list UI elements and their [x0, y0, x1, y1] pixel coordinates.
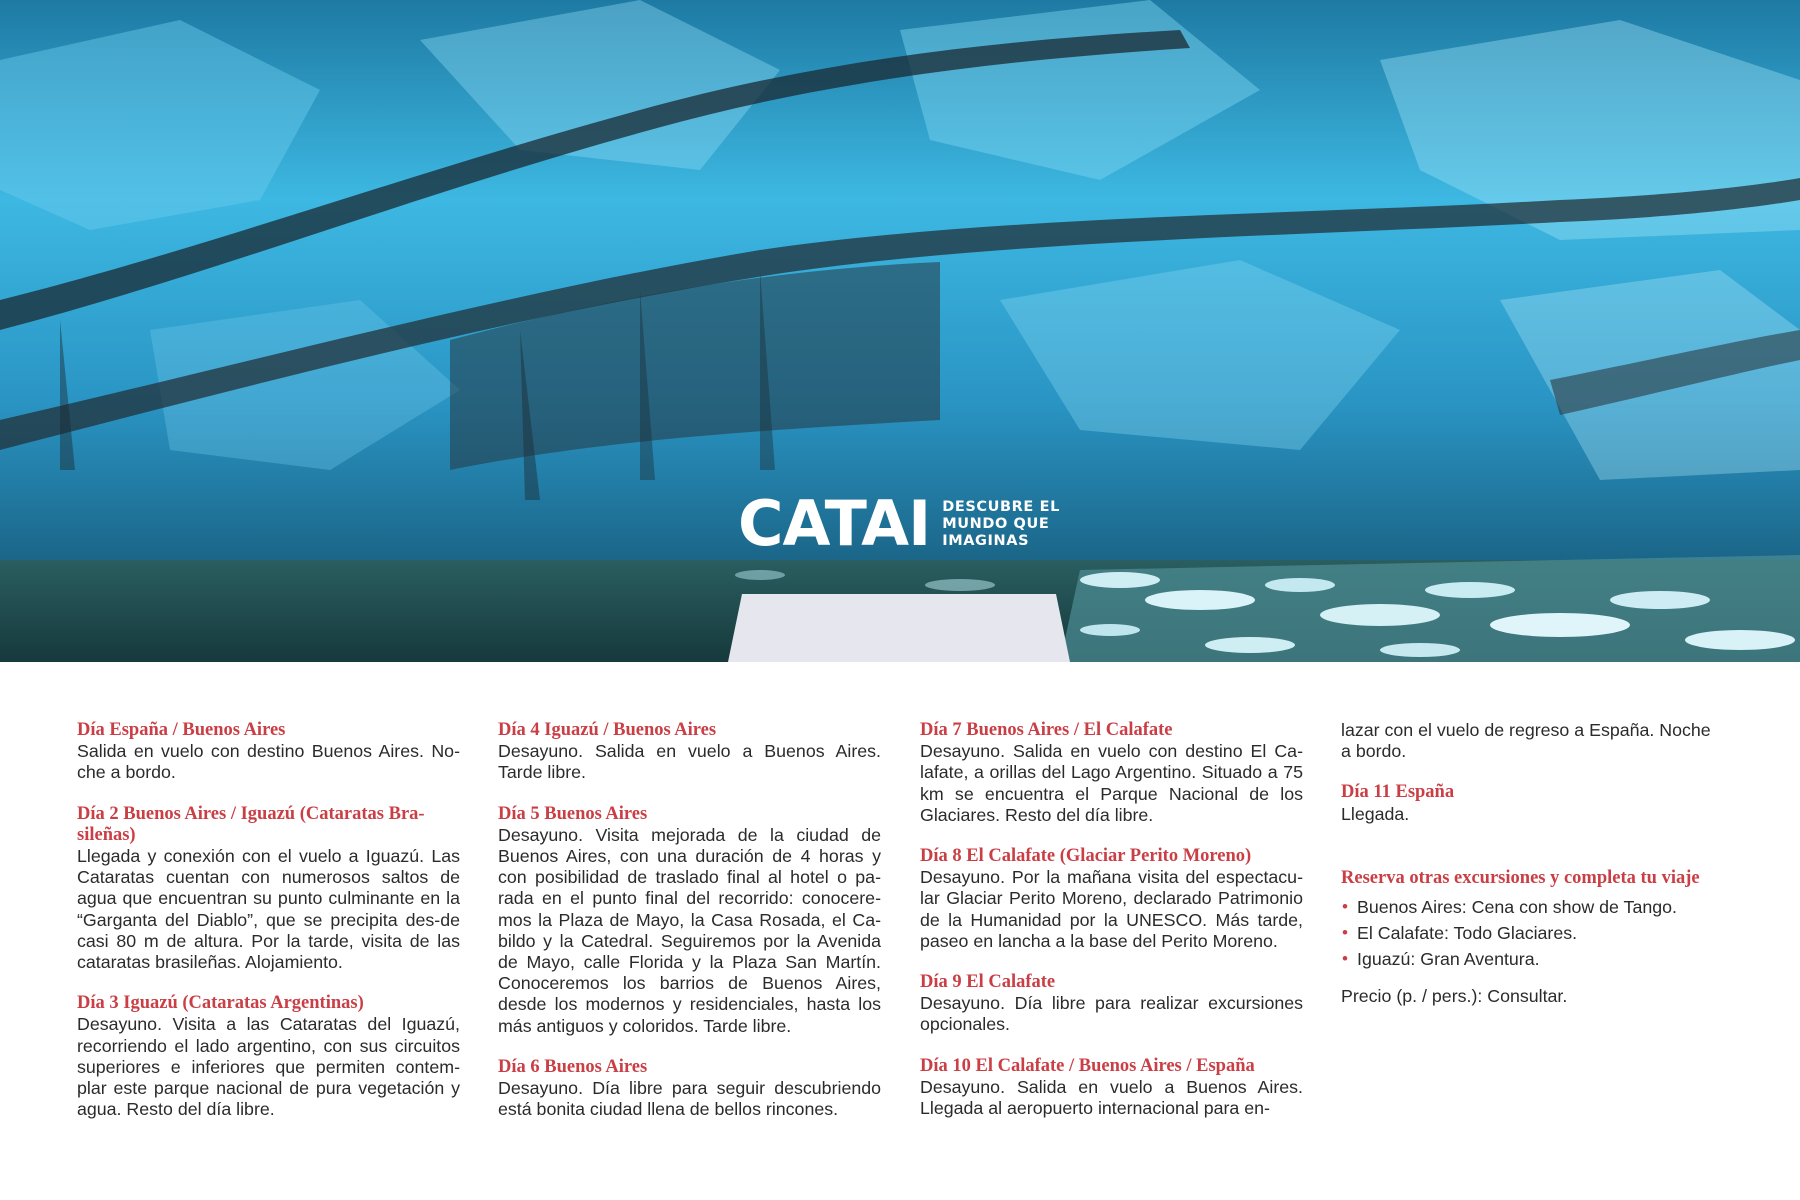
bullet-icon: • — [1342, 923, 1348, 943]
day-title: Día España / Buenos Aires — [77, 720, 286, 740]
day-description: Llegada. — [1341, 803, 1410, 824]
extra-label: El Calafate: Todo Glaciares. — [1357, 923, 1578, 944]
day-description: Desayuno. Día libre para realizar excursiones opcionales. — [920, 993, 1303, 1035]
day-description: lazar con el vuelo de regreso a España. Noche a bordo. — [1341, 720, 1711, 762]
day-description: Desayuno. Salida en vuelo con destino El Ca-lafate, a orillas del Lago Argentino. Situado a 75 km se encuentra el Parque Nacional de los Glaciares. Resto del día libre. — [920, 741, 1303, 825]
logo-tagline — [942, 499, 1062, 550]
day-entry — [77, 993, 460, 1120]
day-title: Día 4 Iguazú / Buenos Aires — [498, 720, 717, 740]
day-title: Día 9 El Calafate — [920, 972, 1056, 993]
day-title: Día 11 España — [1341, 782, 1455, 803]
day-description: Desayuno. Salida en vuelo a Buenos Aires. Llegada al aeropuerto internacional para en- — [920, 1076, 1303, 1119]
itinerary-column-3 — [920, 720, 1303, 1139]
itinerary-column-4 — [1341, 720, 1724, 1007]
day-title: Día 7 Buenos Aires / El Calafate — [920, 720, 1173, 740]
list-item — [1341, 920, 1724, 946]
itinerary-column-2 — [498, 720, 881, 1140]
day-description: Desayuno. Visita a las Cataratas del Iguazú, recorriendo el lado argentino, con sus circuitos superiores e inferiores que permiten contem-plar este parque nacional de pura vegetación y agua. Resto del día libre. — [77, 1014, 460, 1120]
extras-heading: Reserva otras excursiones y completa tu viaje — [1341, 867, 1700, 888]
tagline-line-3: IMAGINAS — [942, 532, 1030, 549]
extra-label: Buenos Aires: Cena con show de Tango. — [1357, 897, 1677, 918]
tagline-line-2: MUNDO QUE — [942, 515, 1050, 532]
day-entry — [77, 804, 460, 974]
tagline-line-1: DESCUBRE EL — [942, 498, 1060, 515]
day-title: Día 2 Buenos Aires / Iguazú (Cataratas Bra-sileñas) — [77, 803, 425, 845]
day-title: Día 10 El Calafate / Buenos Aires / España — [920, 1055, 1255, 1076]
day-title: Día 6 Buenos Aires — [498, 1056, 648, 1077]
bullet-icon: • — [1342, 897, 1348, 917]
list-item — [1341, 894, 1724, 920]
extras-list — [1341, 894, 1724, 972]
day-entry — [920, 846, 1303, 952]
extra-label: Iguazú: Gran Aventura. — [1357, 949, 1540, 970]
day-description: Llegada y conexión con el vuelo a Iguazú. Las Cataratas cuentan con numerosos saltos de agua que encuentran su punto culminante en la “Garganta del Diablo”, que se precipita des-de casi 80 m de altura. Por la tarde, visita de las cataratas brasileñas. Alojamiento. — [77, 846, 460, 973]
day-description: Desayuno. Día libre para seguir descubriendo está bonita ciudad llena de bellos rincones. — [498, 1078, 881, 1120]
day-entry — [498, 1057, 881, 1121]
catai-logo — [738, 487, 1062, 560]
price-info: Precio (p. / pers.): Consultar. — [1341, 986, 1568, 1007]
day-description: Desayuno. Salida en vuelo a Buenos Aires. Tarde libre. — [498, 741, 881, 783]
list-item — [1341, 946, 1724, 972]
day-title: Día 3 Iguazú (Cataratas Argentinas) — [77, 993, 364, 1014]
day-entry — [920, 1056, 1303, 1120]
day-title: Día 8 El Calafate (Glaciar Perito Moreno) — [920, 846, 1252, 867]
day-entry — [77, 720, 460, 784]
logo-wordmark: CATAI — [738, 487, 931, 560]
day-description: Salida en vuelo con destino Buenos Aires. No-che a bordo. — [77, 741, 460, 783]
itinerary-column-1 — [77, 720, 460, 1140]
day-description: Desayuno. Por la mañana visita del espectacu-lar Glaciar Perito Moreno, declarado Patrimonio de la Humanidad por la UNESCO. Más tarde, paseo en lancha a la base del Perito Moreno. — [920, 867, 1303, 951]
day-entry — [1341, 782, 1724, 824]
day-entry — [498, 804, 881, 1037]
bullet-icon: • — [1342, 949, 1348, 969]
day-entry — [920, 720, 1303, 826]
day-title: Día 5 Buenos Aires — [498, 803, 648, 824]
day-continuation — [1341, 720, 1724, 762]
day-description: Desayuno. Visita mejorada de la ciudad de Buenos Aires, con una duración de 4 horas y con posibilidad de traslado final al hotel o pa-rada en el punto final del recorrido: conocere-mos la Plaza de Mayo, la Casa Rosada, el Ca-bildo y la Catedral. Seguiremos por la Avenida de Mayo, calle Florida y la Plaza San Martín. Conoceremos los barrios de Buenos Aires, desde los modernos y residenciales, hasta los más antiguos y coloridos. Tarde libre. — [498, 824, 881, 1036]
day-entry — [498, 720, 881, 784]
day-entry — [920, 972, 1303, 1036]
